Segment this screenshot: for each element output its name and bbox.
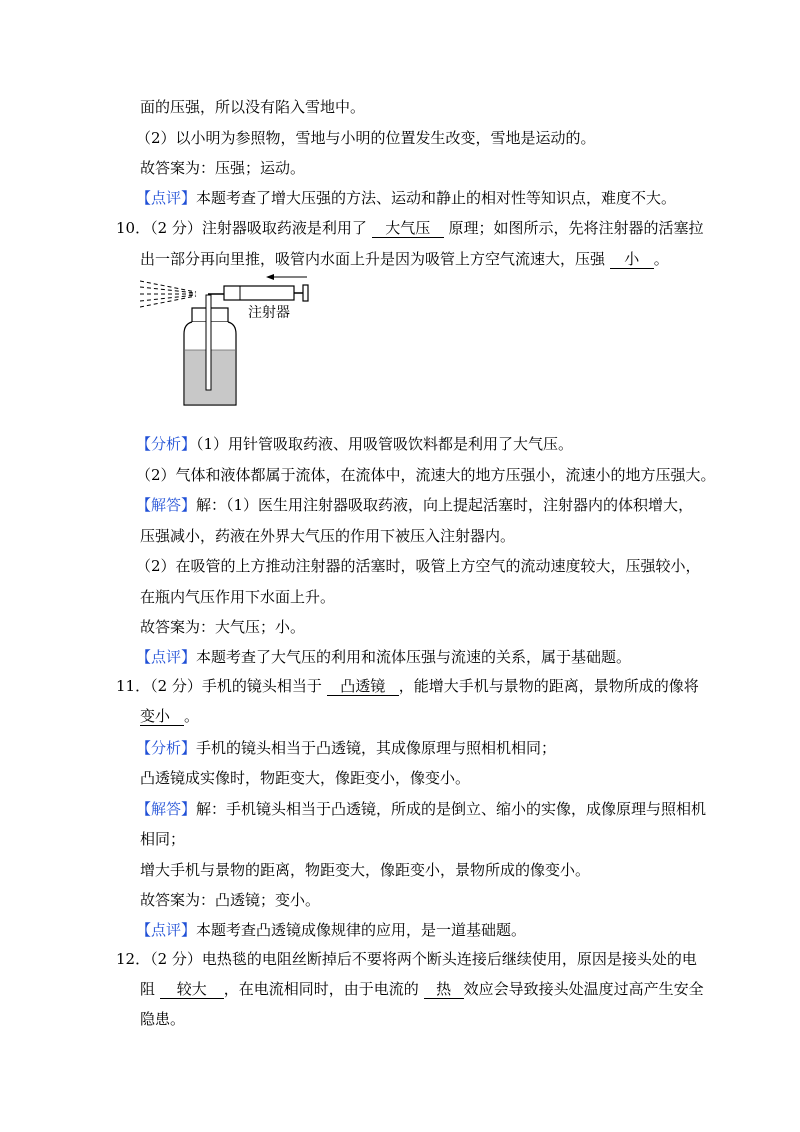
text-span: （2 分）电热毯的电阻丝断掉后不要将两个断头连接后继续使用，原因是接头处的电 [150,950,697,968]
question-number: 10． [116,219,151,237]
text-span: 。 [184,707,200,725]
text-span: 故答案为：凸透镜；变小。 [140,891,321,909]
syringe-handle [303,285,308,301]
review-tag: 【点评】 [136,189,197,207]
analysis-tag: 【分析】 [136,739,197,757]
review-line [136,647,631,667]
text-span: 增大手机与景物的距离，物距变大，像距变小，景物所成的像变小。 [140,861,591,879]
text-line [140,587,335,607]
question-11-line-2 [140,706,199,726]
question-12-line-1 [116,949,697,969]
text-span: （2）气体和液体都属于流体，在流体中，流速大的地方压强小，流速小的地方压强大。 [136,466,716,484]
text-span: 本题考查凸透镜成像规律的应用，是一道基础题。 [196,921,527,939]
solution-line [136,495,693,515]
text-span: 阻 [140,980,156,998]
question-12-line-3 [140,1009,185,1029]
text-span: ，在电流相同时，由于电流的 [223,980,419,998]
solution-tag: 【解答】 [136,800,197,818]
answer-blank: 大气压 [372,219,444,238]
text-line [136,465,716,485]
answer-blank: 凸透镜 [327,677,399,696]
question-10-line-2 [140,249,669,269]
text-span: 本题考查了大气压的利用和流体压强与流速的关系，属于基础题。 [196,648,632,666]
text-span: 出一部分再向里推，吸管内水面上升是因为吸管上方空气流速大，压强 [140,250,606,268]
solution-line [136,799,706,819]
text-line [140,768,470,788]
text-span: 凸透镜成实像时，物距变大，像距变小，像变小。 [140,769,471,787]
text-span: 。 [653,250,669,268]
text-span: （2 分）手机的镜头相当于 [150,677,322,695]
solution-tag: 【解答】 [136,496,197,514]
text-span: 故答案为：大气压；小。 [140,618,306,636]
answer-line [140,890,320,910]
review-line [136,920,526,940]
text-span: （2 分）注射器吸取药液是利用了 [150,219,367,237]
question-10-line-1 [116,218,704,238]
analysis-line [136,434,573,454]
text-span: 压强减小，药液在外界大气压的作用下被压入注射器内。 [140,527,516,545]
review-text: 本题考查了增大压强的方法、运动和静止的相对性等知识点，难度不大。 [196,189,677,207]
text-span: 相同； [140,830,186,848]
text-line [140,97,365,117]
text-span: 效应会导致接头处温度过高产生安全 [463,980,704,998]
answer-blank: 变小 [140,707,184,726]
syringe-bottle-figure [140,270,320,410]
text-line [136,128,596,148]
answer-blank: 较大 [160,980,224,999]
answer-line [140,617,305,637]
text-span: 在瓶内气压作用下水面上升。 [140,588,336,606]
text-line [140,158,305,178]
analysis-tag: 【分析】 [136,435,197,453]
text-span: 隐患。 [140,1010,186,1028]
review-tag: 【点评】 [136,648,197,666]
text-span: 面的压强，所以没有陷入雪地中。 [140,98,366,116]
text-line [140,526,515,546]
question-11-line-1 [116,676,699,696]
text-span: 原理；如图所示，先将注射器的活塞拉 [448,219,704,237]
push-arrow-head [266,274,274,280]
text-span: ，能增大手机与景物的距离，景物所成的像将 [398,677,699,695]
text-span: 故答案为：压强；运动。 [140,159,306,177]
question-number: 11． [116,677,151,695]
text-span: （2）在吸管的上方推动注射器的活塞时，吸管上方空气的流动速度较大，压强较小， [136,557,701,575]
analysis-line [136,738,556,758]
text-line [140,860,590,880]
text-line [140,829,185,849]
air-spray-lines [140,281,196,307]
question-number: 12． [116,950,151,968]
answer-blank: 热 [424,980,464,999]
text-line [136,556,701,576]
straw [206,295,211,390]
text-span: （1）用针管吸取药液、用吸管吸饮料都是利用了大气压。 [196,435,574,453]
syringe-label: 注射器 [248,305,290,321]
text-span: （2）以小明为参照物，雪地与小明的位置发生改变，雪地是运动的。 [136,129,596,147]
syringe-barrel [224,286,294,300]
text-span: 手机的镜头相当于凸透镜，其成像原理与照相机相同； [196,739,557,757]
text-span: 解：手机镜头相当于凸透镜，所成的是倒立、缩小的实像，成像原理与照相机 [196,800,707,818]
question-12-line-2 [140,979,704,999]
review-line [136,188,676,208]
text-span: 解：（1）医生用注射器吸取药液，向上提起活塞时，注射器内的体积增大， [196,496,694,514]
answer-blank: 小 [610,250,654,269]
review-tag: 【点评】 [136,921,197,939]
